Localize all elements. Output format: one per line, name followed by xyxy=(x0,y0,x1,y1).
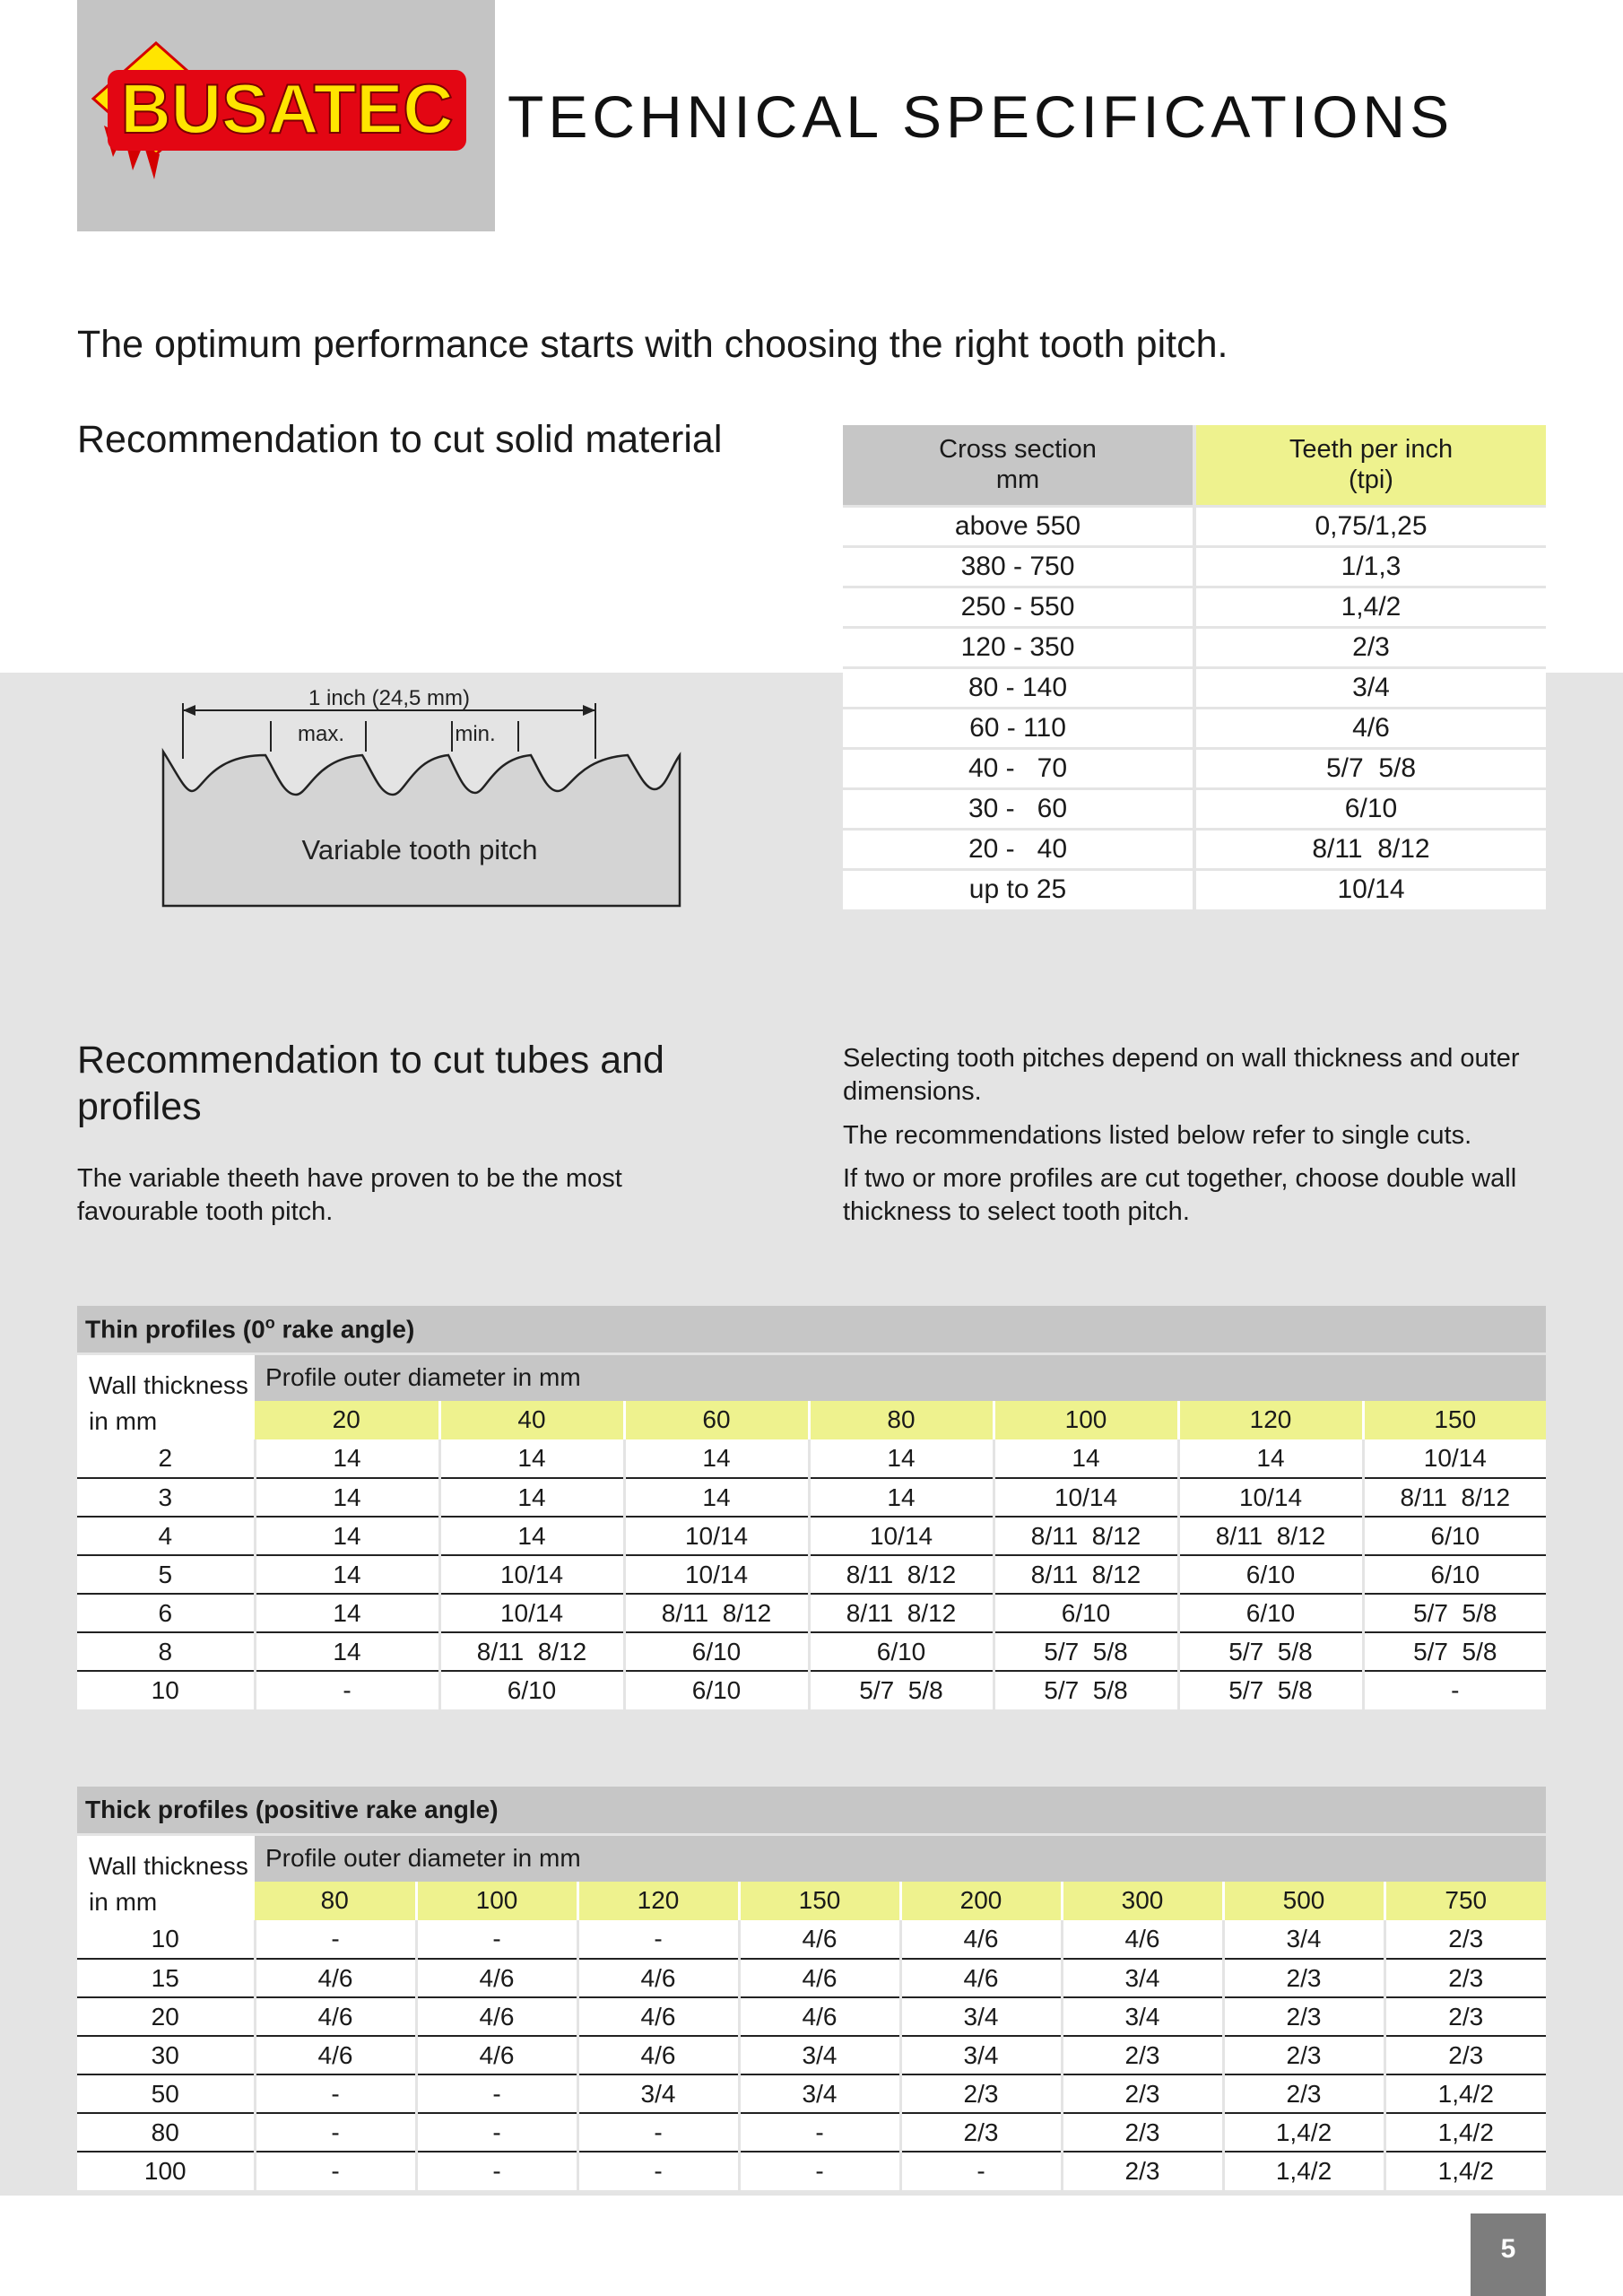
tpi-cell: 5/7 5/8 xyxy=(1363,1632,1546,1671)
tpi-cell: 2/3 xyxy=(1223,1997,1384,2036)
table-row xyxy=(77,1632,1546,1671)
tpi-cell: 10/14 xyxy=(624,1555,809,1594)
tpi-cell: 6/10 xyxy=(1178,1594,1363,1632)
table-row xyxy=(77,1920,1546,1959)
diameter-header: 200 xyxy=(900,1882,1062,1920)
tpi-cell: - xyxy=(255,1671,439,1709)
min-label: min. xyxy=(455,722,496,746)
cross-section-cell: 120 - 350 xyxy=(843,627,1194,667)
diameter-header: 150 xyxy=(739,1882,900,1920)
tpi-cell: 2/3 xyxy=(1384,1920,1546,1959)
tpi-cell: 4/6 xyxy=(900,1959,1062,1997)
tpi-cell: - xyxy=(255,2113,416,2152)
tpi-cell: 1,4/2 xyxy=(1194,587,1546,627)
tpi-cell: 10/14 xyxy=(994,1478,1178,1517)
tpi-cell: - xyxy=(416,2113,577,2152)
tpi-cell: 3/4 xyxy=(577,2074,739,2113)
tpi-cell: 14 xyxy=(624,1439,809,1478)
tpi-cell: 1,4/2 xyxy=(1384,2152,1546,2190)
tpi-cell: 14 xyxy=(439,1478,624,1517)
wall-thickness-cell: 50 xyxy=(77,2074,255,2113)
tooth-pitch-diagram xyxy=(0,0,717,942)
tpi-cell: - xyxy=(900,2152,1062,2190)
tpi-cell: 14 xyxy=(255,1478,439,1517)
tpi-cell: - xyxy=(416,1920,577,1959)
tpi-cell: 14 xyxy=(255,1632,439,1671)
table-row xyxy=(77,1959,1546,1997)
tpi-cell: 5/7 5/8 xyxy=(1178,1632,1363,1671)
tpi-cell: - xyxy=(577,1920,739,1959)
solid-heading: Recommendation to cut solid material xyxy=(77,418,723,461)
tpi-cell: - xyxy=(739,2152,900,2190)
tpi-cell: 2/3 xyxy=(1384,2036,1546,2074)
table-row xyxy=(77,2113,1546,2152)
wall-thickness-cell: 2 xyxy=(77,1439,255,1478)
tubes-text: The variable theeth have proven to be the most favourable tooth pitch. xyxy=(77,1164,622,1226)
thin-caption: Thin profiles (0$^o$ rake angle) xyxy=(77,1306,1546,1352)
table-row xyxy=(843,748,1546,788)
tpi-cell: 3/4 xyxy=(900,2036,1062,2074)
thin-wall-label: Wall thickness in mm xyxy=(77,1355,255,1439)
tpi-cell: 4/6 xyxy=(739,1959,900,1997)
tpi-cell: 10/14 xyxy=(439,1594,624,1632)
solid-material-table xyxy=(843,425,1546,909)
tpi-cell: 4/6 xyxy=(1062,1920,1223,1959)
tpi-cell: 14 xyxy=(994,1439,1178,1478)
wall-thickness-cell: 15 xyxy=(77,1959,255,1997)
tpi-cell: - xyxy=(1363,1671,1546,1709)
tpi-cell: 5/7 5/8 xyxy=(1194,748,1546,788)
tpi-cell: 14 xyxy=(255,1439,439,1478)
tpi-cell: 4/6 xyxy=(900,1920,1062,1959)
table-row xyxy=(77,1671,1546,1709)
tpi-cell: 4/6 xyxy=(416,1997,577,2036)
tpi-cell: 3/4 xyxy=(900,1997,1062,2036)
tpi-cell: 4/6 xyxy=(416,2036,577,2074)
table-row xyxy=(77,1517,1546,1555)
tpi-cell: 6/10 xyxy=(994,1594,1178,1632)
tpi-cell: 0,75/1,25 xyxy=(1194,506,1546,546)
tpi-cell: 3/4 xyxy=(739,2036,900,2074)
table-row xyxy=(843,667,1546,708)
tpi-cell: 6/10 xyxy=(439,1671,624,1709)
tpi-cell: 3/4 xyxy=(1223,1920,1384,1959)
tpi-cell: 14 xyxy=(809,1478,994,1517)
tpi-cell: 2/3 xyxy=(1223,1959,1384,1997)
diameter-header: 100 xyxy=(994,1401,1178,1439)
table-row xyxy=(843,506,1546,546)
tpi-cell: 10/14 xyxy=(439,1555,624,1594)
tpi-cell: 5/7 5/8 xyxy=(809,1671,994,1709)
wall-thickness-cell: 5 xyxy=(77,1555,255,1594)
tpi-cell: 2/3 xyxy=(1062,2036,1223,2074)
tpi-cell: 1,4/2 xyxy=(1384,2074,1546,2113)
diameter-header: 20 xyxy=(255,1401,439,1439)
tpi-cell: 1,4/2 xyxy=(1384,2113,1546,2152)
tpi-cell: 4/6 xyxy=(739,1920,900,1959)
intro-text: The optimum performance starts with choosing the right tooth pitch. xyxy=(77,323,1228,366)
tubes-note-1: Selecting tooth pitches depend on wall thickness and outer dimensions. xyxy=(843,1044,1520,1106)
tpi-cell: - xyxy=(255,1920,416,1959)
thin-profiles-table xyxy=(77,1306,1546,1709)
wall-thickness-cell: 4 xyxy=(77,1517,255,1555)
tpi-cell: 2/3 xyxy=(1384,1959,1546,1997)
tpi-cell: 6/10 xyxy=(624,1671,809,1709)
tpi-cell: 14 xyxy=(255,1555,439,1594)
tpi-cell: 2/3 xyxy=(1223,2036,1384,2074)
tubes-heading: Recommendation to cut tubes and profiles xyxy=(77,1039,664,1128)
thick-profiles-table xyxy=(77,1787,1546,2190)
span-label: 1 inch (24,5 mm) xyxy=(308,686,471,710)
tpi-cell: 2/3 xyxy=(1062,2074,1223,2113)
tpi-cell: 4/6 xyxy=(416,1959,577,1997)
tpi-cell: 6/10 xyxy=(1194,788,1546,829)
wall-thickness-cell: 3 xyxy=(77,1478,255,1517)
table-row xyxy=(843,869,1546,909)
tpi-cell: 8/11 8/12 xyxy=(624,1594,809,1632)
table-row xyxy=(77,1478,1546,1517)
wall-thickness-cell: 10 xyxy=(77,1920,255,1959)
table-row xyxy=(77,2074,1546,2113)
logo-text: BUSATEC xyxy=(120,69,454,148)
table-row xyxy=(843,788,1546,829)
saw-blade-shape xyxy=(163,752,680,906)
tpi-cell: 3/4 xyxy=(1062,1959,1223,1997)
cross-section-cell: 40 - 70 xyxy=(843,748,1194,788)
table-row xyxy=(77,1439,1546,1478)
tpi-cell: 2/3 xyxy=(900,2074,1062,2113)
diameter-header: 120 xyxy=(577,1882,739,1920)
tpi-cell: 14 xyxy=(1178,1439,1363,1478)
cross-section-cell: 60 - 110 xyxy=(843,708,1194,748)
tpi-cell: 14 xyxy=(809,1439,994,1478)
cross-section-cell: 380 - 750 xyxy=(843,546,1194,587)
tpi-cell: 2/3 xyxy=(1194,627,1546,667)
cross-section-cell: above 550 xyxy=(843,506,1194,546)
tpi-cell: 2/3 xyxy=(1062,2113,1223,2152)
wall-thickness-cell: 30 xyxy=(77,2036,255,2074)
tpi-cell: 1,4/2 xyxy=(1223,2152,1384,2190)
tpi-cell: 14 xyxy=(624,1478,809,1517)
tpi-cell: 8/11 8/12 xyxy=(994,1555,1178,1594)
tpi-cell: 14 xyxy=(439,1517,624,1555)
diameter-header: 100 xyxy=(416,1882,577,1920)
table-row xyxy=(843,708,1546,748)
diameter-header: 60 xyxy=(624,1401,809,1439)
tpi-cell: 8/11 8/12 xyxy=(1194,829,1546,869)
tpi-cell: 8/11 8/12 xyxy=(439,1632,624,1671)
tpi-cell: 6/10 xyxy=(624,1632,809,1671)
tpi-cell: - xyxy=(255,2152,416,2190)
tpi-cell: 3/4 xyxy=(1194,667,1546,708)
table-row xyxy=(843,546,1546,587)
cross-section-cell: 250 - 550 xyxy=(843,587,1194,627)
tpi-cell: 2/3 xyxy=(900,2113,1062,2152)
tpi-cell: 6/10 xyxy=(1363,1517,1546,1555)
tpi-cell: 10/14 xyxy=(1363,1439,1546,1478)
page-number: 5 xyxy=(1471,2213,1546,2296)
table-row xyxy=(77,1997,1546,2036)
tpi-cell: 2/3 xyxy=(1223,2074,1384,2113)
tpi-cell: 6/10 xyxy=(1178,1555,1363,1594)
tpi-cell: 2/3 xyxy=(1384,1997,1546,2036)
diameter-header: 500 xyxy=(1223,1882,1384,1920)
tpi-cell: 1/1,3 xyxy=(1194,546,1546,587)
cross-section-cell: up to 25 xyxy=(843,869,1194,909)
cross-section-cell: 20 - 40 xyxy=(843,829,1194,869)
tpi-cell: 5/7 5/8 xyxy=(994,1632,1178,1671)
diameter-header: 40 xyxy=(439,1401,624,1439)
diameter-header: 120 xyxy=(1178,1401,1363,1439)
tpi-cell: 10/14 xyxy=(624,1517,809,1555)
tpi-cell: 4/6 xyxy=(255,1997,416,2036)
tpi-cell: - xyxy=(416,2152,577,2190)
tpi-header: Teeth per inch (tpi) xyxy=(1194,425,1546,506)
max-label: max. xyxy=(297,722,345,746)
tpi-cell: 2/3 xyxy=(1062,2152,1223,2190)
tpi-cell: 8/11 8/12 xyxy=(809,1555,994,1594)
table-row xyxy=(843,829,1546,869)
tubes-note-3: If two or more profiles are cut together, choose double wall thickness to select tooth pitch. xyxy=(843,1164,1517,1226)
tpi-cell: 6/10 xyxy=(1363,1555,1546,1594)
tpi-cell: 5/7 5/8 xyxy=(1363,1594,1546,1632)
tpi-cell: - xyxy=(577,2152,739,2190)
tpi-cell: 8/11 8/12 xyxy=(1178,1517,1363,1555)
tpi-cell: 8/11 8/12 xyxy=(994,1517,1178,1555)
diameter-header: 150 xyxy=(1363,1401,1546,1439)
table-row xyxy=(843,627,1546,667)
cross-section-header: Cross section mm xyxy=(843,425,1194,506)
tpi-cell: 8/11 8/12 xyxy=(809,1594,994,1632)
diameter-header: 80 xyxy=(809,1401,994,1439)
table-row xyxy=(77,2036,1546,2074)
cross-section-cell: 80 - 140 xyxy=(843,667,1194,708)
tpi-cell: 10/14 xyxy=(1194,869,1546,909)
table-row xyxy=(77,1594,1546,1632)
tpi-cell: 8/11 8/12 xyxy=(1363,1478,1546,1517)
tpi-cell: 4/6 xyxy=(255,1959,416,1997)
wall-thickness-cell: 100 xyxy=(77,2152,255,2190)
tpi-cell: 1,4/2 xyxy=(1223,2113,1384,2152)
cross-section-cell: 30 - 60 xyxy=(843,788,1194,829)
tpi-cell: 4/6 xyxy=(577,1959,739,1997)
tpi-cell: - xyxy=(577,2113,739,2152)
thick-wall-label: Wall thickness in mm xyxy=(77,1836,255,1920)
wall-thickness-cell: 10 xyxy=(77,1671,255,1709)
tpi-cell: 5/7 5/8 xyxy=(1178,1671,1363,1709)
diameter-header: 750 xyxy=(1384,1882,1546,1920)
tpi-cell: 14 xyxy=(439,1439,624,1478)
tpi-cell: 4/6 xyxy=(1194,708,1546,748)
tpi-cell: 5/7 5/8 xyxy=(994,1671,1178,1709)
thick-diameter-label: Profile outer diameter in mm xyxy=(255,1836,1546,1882)
page-title: TECHNICAL SPECIFICATIONS xyxy=(508,83,1454,150)
wall-thickness-cell: 20 xyxy=(77,1997,255,2036)
tpi-cell: 14 xyxy=(255,1517,439,1555)
tpi-cell: 10/14 xyxy=(1178,1478,1363,1517)
thick-caption: Thick profiles (positive rake angle) xyxy=(77,1787,1546,1833)
tpi-cell: 4/6 xyxy=(255,2036,416,2074)
tubes-note-2: The recommendations listed below refer to single cuts. xyxy=(843,1121,1472,1150)
tpi-cell: - xyxy=(416,2074,577,2113)
table-row xyxy=(843,587,1546,627)
wall-thickness-cell: 80 xyxy=(77,2113,255,2152)
thin-diameter-label: Profile outer diameter in mm xyxy=(255,1355,1546,1401)
wall-thickness-cell: 6 xyxy=(77,1594,255,1632)
tpi-cell: 10/14 xyxy=(809,1517,994,1555)
tpi-cell: 3/4 xyxy=(1062,1997,1223,2036)
diagram-caption: Variable tooth pitch xyxy=(301,834,538,865)
tpi-cell: 4/6 xyxy=(577,2036,739,2074)
tpi-cell: 3/4 xyxy=(739,2074,900,2113)
table-row xyxy=(77,1555,1546,1594)
wall-thickness-cell: 8 xyxy=(77,1632,255,1671)
tpi-cell: - xyxy=(739,2113,900,2152)
diameter-header: 300 xyxy=(1062,1882,1223,1920)
tpi-cell: 14 xyxy=(255,1594,439,1632)
tpi-cell: - xyxy=(255,2074,416,2113)
diameter-header: 80 xyxy=(255,1882,416,1920)
tpi-cell: 4/6 xyxy=(577,1997,739,2036)
tpi-cell: 4/6 xyxy=(739,1997,900,2036)
table-row xyxy=(77,2152,1546,2190)
tpi-cell: 6/10 xyxy=(809,1632,994,1671)
